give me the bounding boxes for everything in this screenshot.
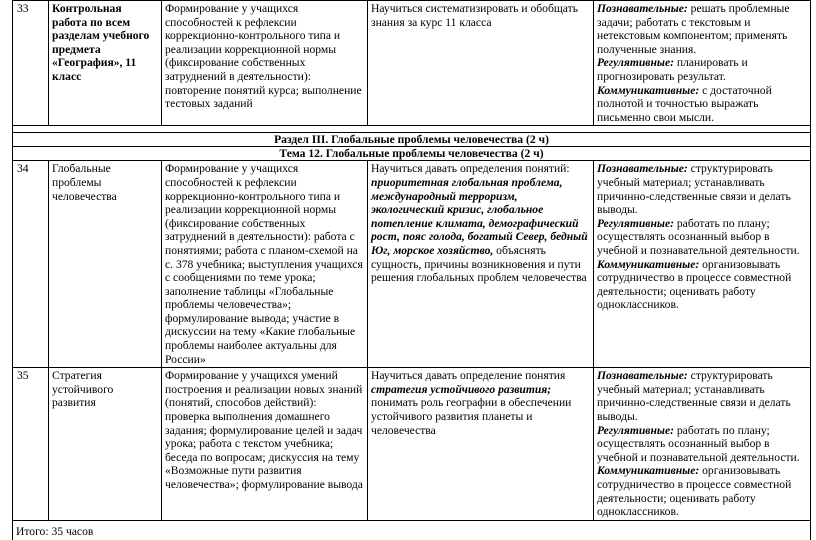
subject-rest: понимать роль географии в обеспечении устойчивого развития планеты и человечества <box>371 396 572 437</box>
cognitive-text: решать проблемные задачи; работать с текстовым и нетекстовым компонентом; применять полученные знания. <box>597 2 790 56</box>
regulatory-text: работать по плану; осуществлять осознанный выбор в учебной и познавательной деятельности. <box>597 423 800 464</box>
document-page <box>12 0 810 540</box>
lesson-plan-table <box>12 0 811 540</box>
subject-terms: стратегия устойчивого развития; <box>371 382 552 396</box>
cognitive-text: структурировать учебный материал; устанавливать причинно-следственные связи и делать выводы. <box>597 162 791 217</box>
table-row <box>13 368 811 521</box>
subject-results <box>368 1 594 126</box>
lesson-activity: Формирование у учащихся умений построения и реализации новых знаний (понятий, способов действий): проверка выполнения домашнего задания; формулирование целей и задач урока; работа с текстом учебника; беседа по вопросам; дискуссия на тему «Возможные пути развития человечества»; формулирование вывода <box>162 368 368 521</box>
cognitive-label: Познавательные: <box>597 2 688 15</box>
lesson-number: 35 <box>13 368 49 521</box>
subject-text: Научиться систематизировать и обобщать знания за курс 11 класса <box>371 2 578 29</box>
uud-results <box>594 161 811 368</box>
lesson-activity: Формирование у учащихся способностей к рефлексии коррекционно-контрольного типа и реализации коррекционной нормы (фиксирование собственных затруднений в деятельности): работа с понятиями; работа с планом-схемой на с. 378 учебника; выступления учащихся с сообщениями по теме урока; заполнение таблицы «Глобальные проблемы человечества»; формулирование вывода; участие в дискуссии на тему «Какие глобальные проблемы наиболее актуальны для России» <box>162 161 368 368</box>
total-hours: Итого: 35 часов <box>13 520 811 540</box>
communicative-label: Коммуникативные: <box>597 257 700 271</box>
subject-intro: Научиться давать определения понятий: <box>371 162 570 176</box>
regulatory-label: Регулятивные: <box>597 216 674 230</box>
lesson-number: 33 <box>13 1 49 126</box>
subject-terms: приоритетная глобальная проблема, международный терроризм, экологический кризис, глобальное потепление климата, демографический рост, пояс голода, богатый Север, бедный Юг, морское хозяйство, <box>371 175 588 257</box>
cognitive-text: структурировать учебный материал; устанавливать причинно-следственные связи и делать выводы. <box>597 369 791 424</box>
section-row <box>13 133 811 147</box>
subject-intro: Научиться давать определение понятия <box>371 369 566 383</box>
lesson-topic: Контрольная работа по всем разделам учебного предмета «География», 11 класс <box>49 1 162 126</box>
uud-results <box>594 1 811 126</box>
subject-results <box>368 368 594 521</box>
lesson-topic: Стратегия устойчивого развития <box>49 368 162 521</box>
regulatory-text: работать по плану; осуществлять осознанный выбор в учебной и познавательной деятельности. <box>597 216 800 257</box>
theme-row <box>13 147 811 161</box>
lesson-topic: Глобальные проблемы человечества <box>49 161 162 368</box>
theme-title: Тема 12. Глобальные проблемы человечества (2 ч) <box>13 147 811 161</box>
regulatory-label: Регулятивные: <box>597 423 674 437</box>
communicative-label: Коммуникативные: <box>597 464 700 478</box>
section-title: Раздел III. Глобальные проблемы человечества (2 ч) <box>13 133 811 147</box>
subject-results <box>368 161 594 368</box>
table-row <box>13 1 811 126</box>
communicative-text: организовывать сотрудничество в процессе совместной деятельности; оценивать работу одноклассников. <box>597 257 792 312</box>
regulatory-text: планировать и прогнозировать результат. <box>597 56 748 83</box>
uud-results <box>594 368 811 521</box>
cognitive-label: Познавательные: <box>597 162 688 176</box>
communicative-text: с достаточной полнотой и точностью выражать письменно свои мысли. <box>597 83 772 124</box>
table-row <box>13 161 811 368</box>
lesson-number: 34 <box>13 161 49 368</box>
regulatory-label: Регулятивные: <box>597 56 674 70</box>
lesson-activity: Формирование у учащихся способностей к рефлексии коррекционно-контрольного типа и реализации коррекционной нормы (фиксирование собственных затруднений в деятельности): повторение понятий курса; выполнение тестовых заданий <box>162 1 368 126</box>
communicative-label: Коммуникативные: <box>597 83 700 97</box>
communicative-text: организовывать сотрудничество в процессе совместной деятельности; оценивать работу одноклассников. <box>597 464 792 519</box>
cognitive-label: Познавательные: <box>597 369 688 383</box>
spacer-row <box>13 126 811 133</box>
subject-rest: объяснять сущность, причины возникновения и пути решения глобальных проблем человечества <box>371 243 587 285</box>
total-row <box>13 520 811 540</box>
